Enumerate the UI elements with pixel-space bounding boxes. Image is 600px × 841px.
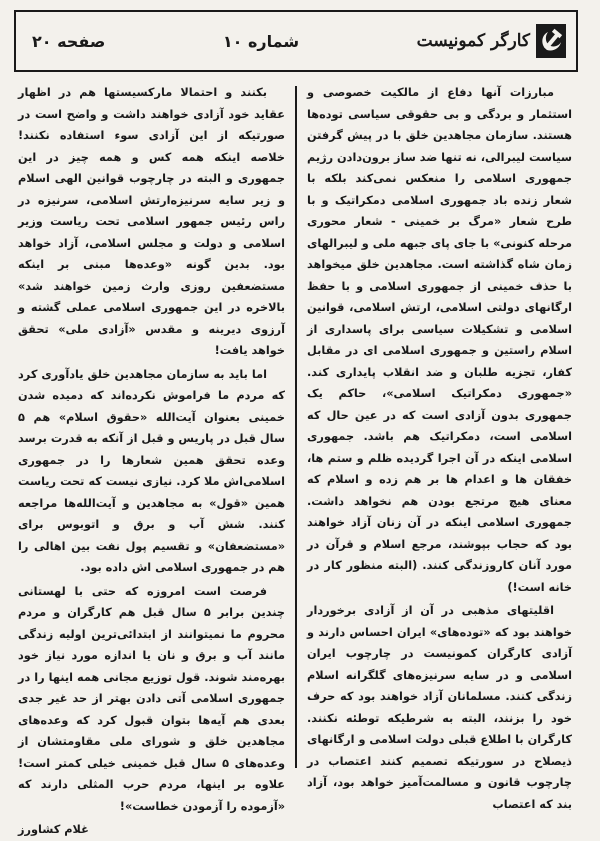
author-signature: غلام کشاورز (18, 823, 89, 836)
hammer-sickle-icon (536, 24, 566, 58)
page-header (14, 10, 578, 72)
column-left-paragraph: فرصت است امروزه که حتی با لهستانی چندین برابر ۵ سال قبل هم کارگران و مردم محروم ما نمیتوانند از ابتدائی‌ترین اولیه زندگی مانند آب و برق و نان یا اندازه مورد نیاز خود بهره‌مند شوند. قول توزیع مجانی همه اینها را در جمهوری اسلامی آتی دادن بهتر از حد غیر جدی بعدی هم آیه‌ها بتوان قبول کرد که وعده‌های مجاهدین خلق و شورای ملی مقاومتشان از وعده‌های ۵ سال قبل خمینی خیلی کمتر است! علاوه بر اینها، مردم حرب المثلی دارند که «آزموده را آزمودن خطاست»! (18, 584, 285, 813)
column-right-paragraph: اقلیتهای مذهبی در آن از آزادی برخوردار خواهند بود که «توده‌های» ایران احساس دارند و آزادی کارگران کمونیست در چارچوب ایران اسلامی و در سایه سرنیزه‌های گلگرانه اسلام زندگی کنند. مسلمانان آزاد خواهند بود که حرف خود را بزنند، البته به شرطیکه توطئه نکنند. کارگران با اطلاع قبلی دولت اسلامی و ارگانهای ذیصلاح در سورتیکه تصمیم کنند اعتصاب در چارچوب قانون و مسالمت‌آمیز خواهد بود، آزاد بند که اعتصاب (307, 604, 572, 811)
article-body (14, 82, 578, 836)
issue-number: شماره ۱۰ (222, 31, 300, 51)
column-left-paragraph: اما باید به سازمان مجاهدین خلق یادآوری کرد که مردم ما فراموش نکرده‌اند که دمیده شدن خمینی بعنوان آیت‌الله «حقوق اسلام» هم ۵ سال قبل در پاریس و قبل از آنکه به قدرت برسد وعده تحقق همین شعارها را در جمهوری اسلامی‌اش ملا کرد. نیازی نیست که تحت ریاست همین «قول» به مجاهدین و آیت‌الله‌ها مراجعه کنند. شش آب و برق و اتوبوس برای «مستضعفان» و تقسیم پول نفت بین اهالی را هم در جمهوری اسلامی اش داده بود. (18, 367, 285, 574)
publication-title: کارگر کمونیست (416, 31, 530, 51)
column-left (14, 82, 295, 836)
masthead (417, 24, 566, 58)
column-right (297, 82, 578, 811)
column-left-paragraph: بکنند و احتمالا مارکسیستها هم در اظهار عقاید خود آزادی خواهند داشت و واضح است در صورتیکه از این آزادی سوء استفاده نکنند! خلاصه اینکه همه کس و همه چیز در این جمهوری و البته در چارچوب قوانین الهی اسلام و زیر سایه سرنیزه‌ارتش اسلامی، سرنیزه در راس رئیس جمهور اسلامی تحت ریاست وزیر اسلامی و دولت و مجلس اسلامی، آزاد خواهد بود. بدین گونه «وعده‌ها مبنی بر اینکه مستضعفین روزی وارث زمین خواهند شد» بالاخره در این جمهوری اسلامی عملی گشته و آرزوی دیرینه و مقدس «آزادی ملی» تحقق خواهد یافت! (18, 86, 285, 357)
column-right-paragraph: مبارزات آنها دفاع از مالکیت خصوصی و استثمار و بردگی و بی حقوقی سیاسی توده‌ها هستند. سازمان مجاهدین خلق با در پیش گرفتن سیاست لیبرالی، نه تنها ضد ساز برون‌دادن رژیم جمهوری اسلامی را منعکس نمی‌کند بلکه با شعار زنده باد جمهوری اسلامی دمکراتیک و با طرح شعار «مرگ بر خمینی - شعار محوری مرحله کنونی» با جای پای جبهه ملی و لیبرالهای زمان شاه گذاشته است. مجاهدین خلق میخواهد با حذف خمینی از جمهوری اسلامی و با حفظ ارگانهای دولتی اسلامی، ارتش اسلامی، قوانین اسلامی و تشکیلات سیاسی برای پاسداری از اسلام راستین و جمهوری اسلامی ای در مقابل کفار، تجزیه طلبان و ضد انقلاب پایداری کند. «جمهوری دمکراتیک اسلامی»، حاکم یک جمهوری بدون آزادی است که در عین حال که اسلامی است، دمکراتیک هم باشد. جمهوری اسلامی اینکه در آن اجرا گردیده ظلم و ستم ها، خفقان ها و اعدام ها بر هم زده و اسلام که معنای هیچ مرتجع بودن هم نخواهد داشت. جمهوری اسلامی اینکه در آن زنان آزاد خواهند بود که حجاب بپوشند، مرجع اسلام و قرآن در مورد آنان کاروزندگی کنند. (البته منظور کار در خانه است!) (307, 86, 572, 594)
page-number: صفحه ۲۰ (32, 31, 106, 51)
